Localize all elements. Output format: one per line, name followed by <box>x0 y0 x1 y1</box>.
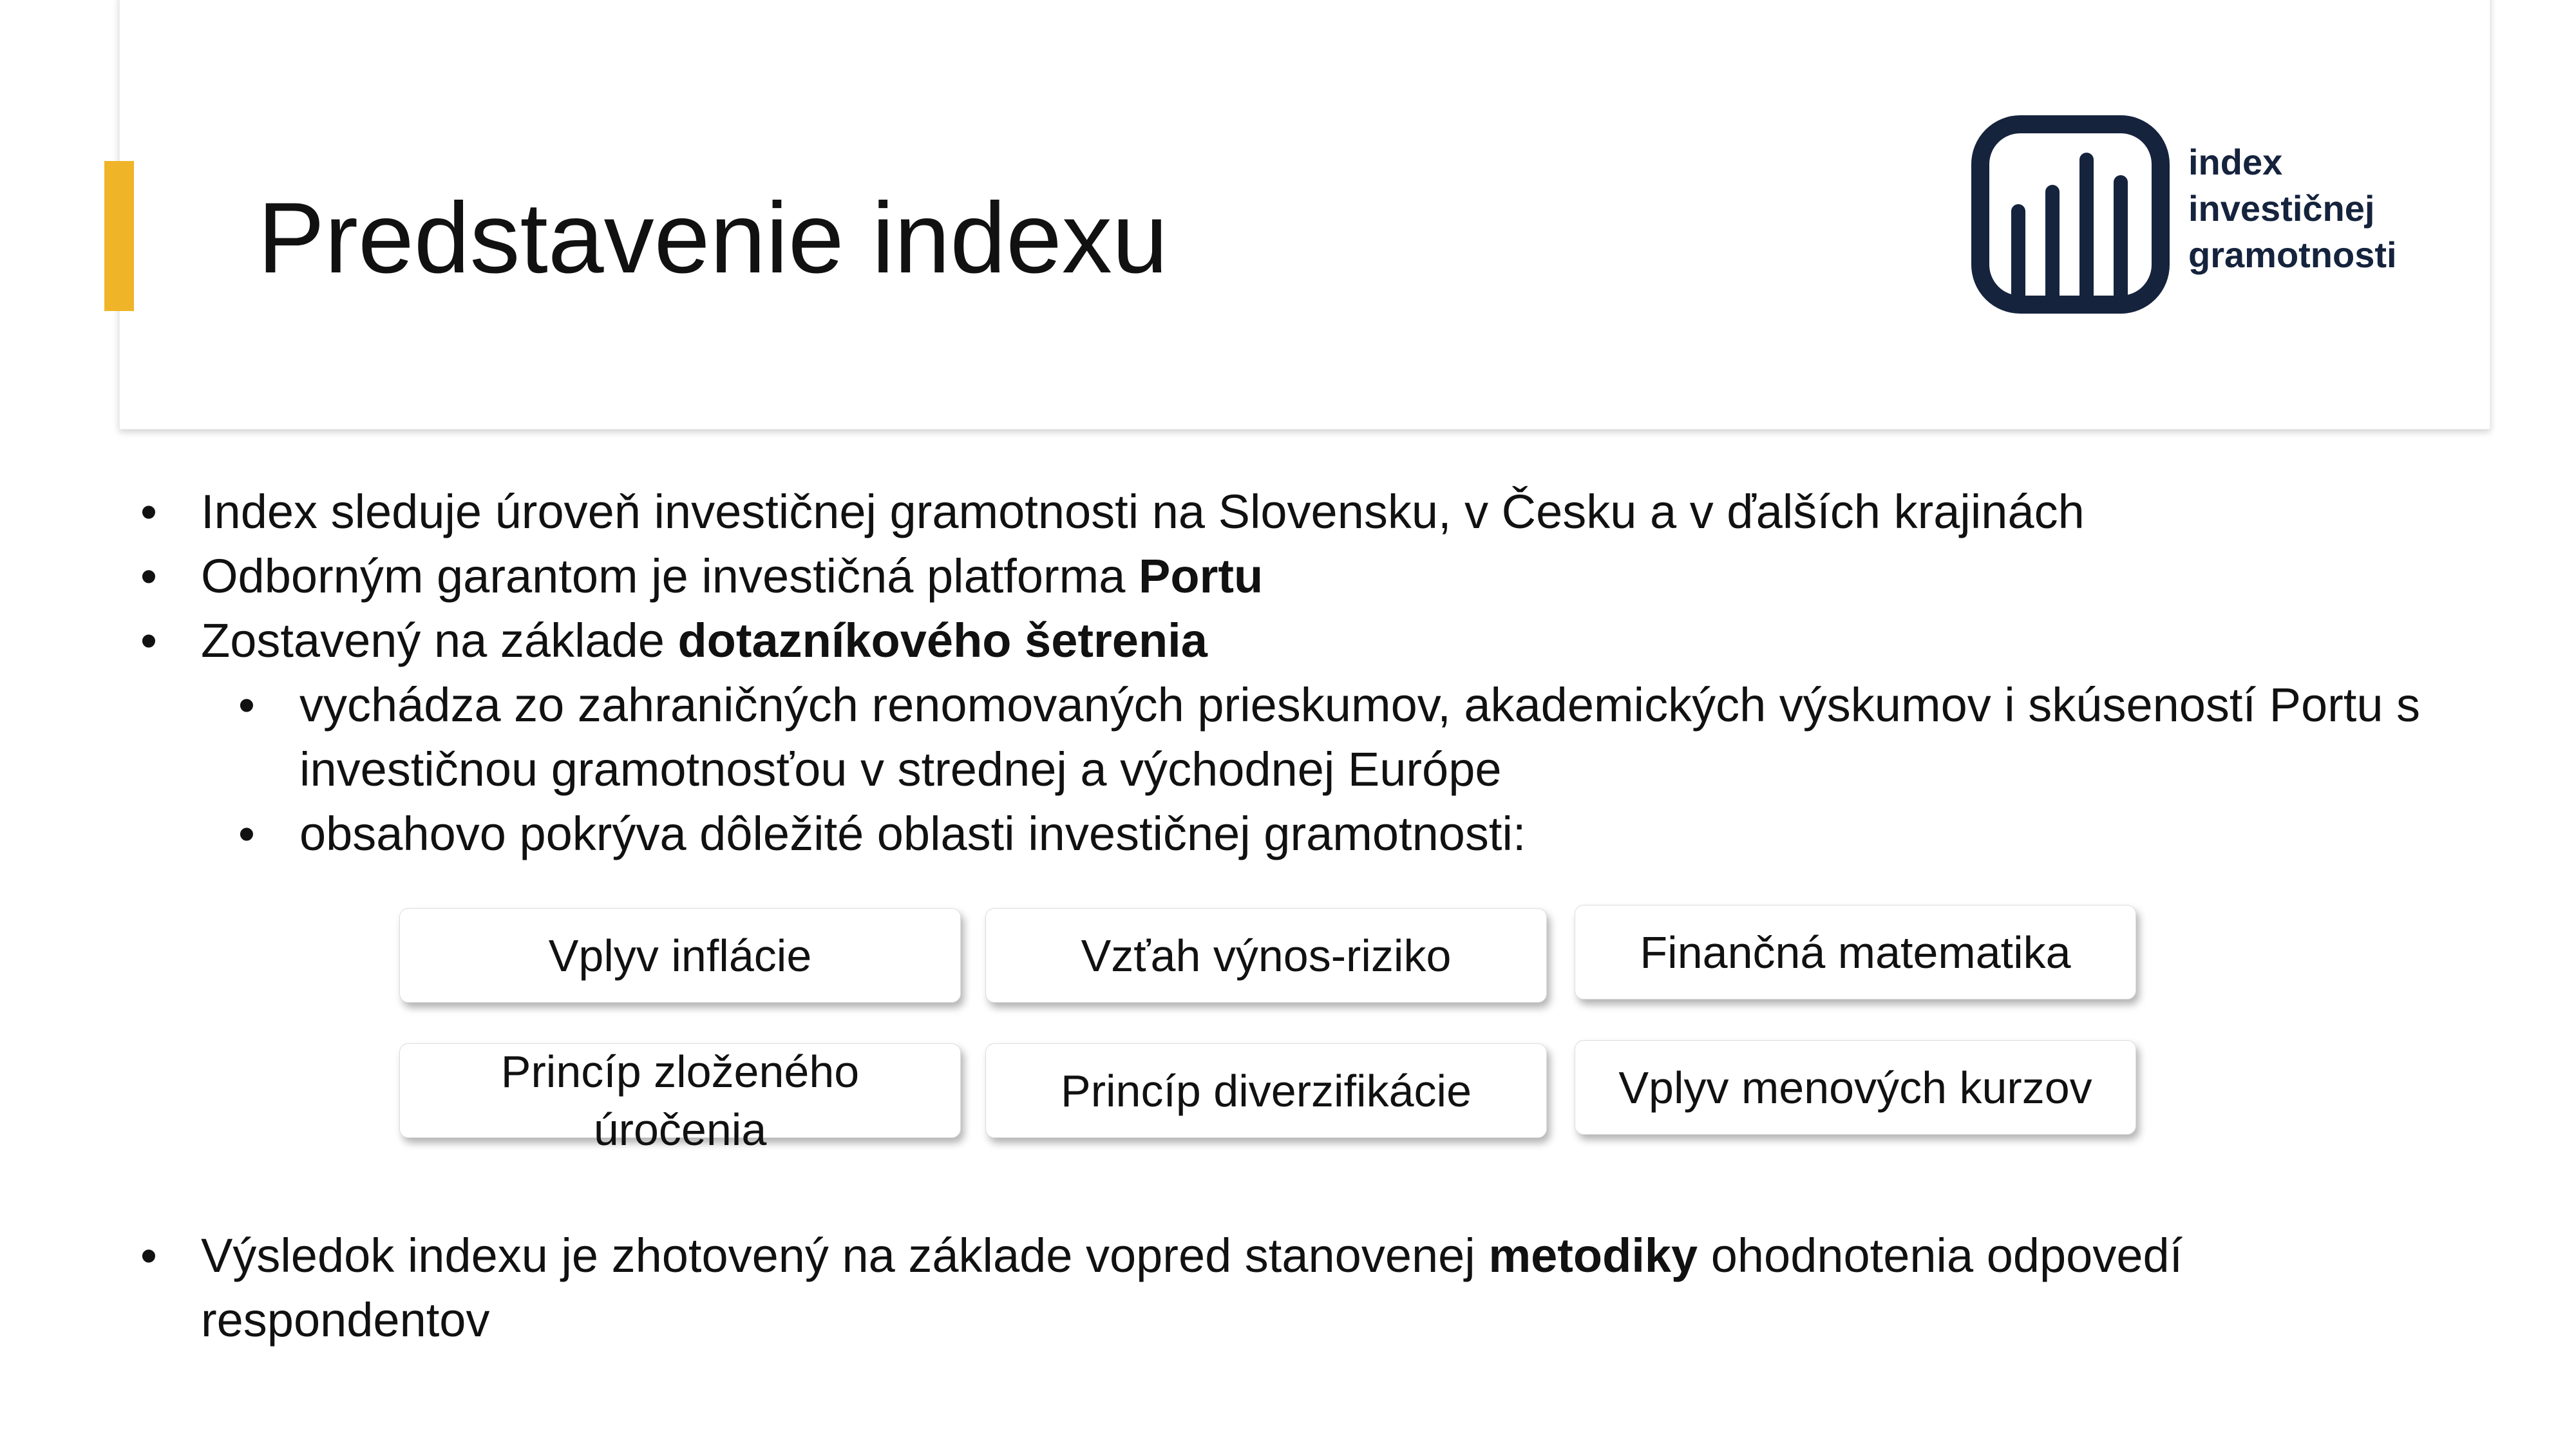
area-box-exchange-rates <box>1575 1040 2136 1135</box>
area-label: Finančná matematika <box>1640 927 2071 978</box>
area-label: Vplyv inflácie <box>548 930 812 981</box>
bullet-bold-text: Portu <box>1139 549 1264 603</box>
bullet-item <box>135 609 2518 673</box>
area-label: Princíp zloženého úročenia <box>500 1046 860 1155</box>
bullet-item <box>135 544 2518 609</box>
area-box-diversification <box>985 1043 1547 1138</box>
bullet-text-line-2: respondentov <box>201 1293 490 1347</box>
sub-bullet-text: obsahovo pokrýva dôležité oblasti investičnej gramotnosti: <box>299 807 1526 860</box>
area-label: Princíp diverzifikácie <box>1061 1065 1472 1116</box>
logo-line-2: investičnej <box>2188 188 2375 229</box>
bullet-text-cont: ohodnotenia odpovedí <box>1698 1229 2183 1282</box>
bullet-text: Index sleduje úroveň investičnej gramotnosti na Slovensku, v Česku a v ďalších krajinách <box>201 485 2085 538</box>
sub-bullet-item <box>135 673 2518 802</box>
bar-chart-logo-icon <box>1971 115 2170 314</box>
area-label: Vplyv menových kurzov <box>1618 1062 2092 1113</box>
sub-bullet-text-line-1: vychádza zo zahraničných renomovaných prieskumov, akademických výskumov i skúseností Portu s <box>299 678 2421 732</box>
logo-line-1: index <box>2188 142 2283 182</box>
bullet-list-bottom <box>135 1224 2389 1352</box>
bullet-item <box>135 480 2518 544</box>
area-box-compound-interest <box>399 1043 961 1155</box>
bullet-bold-text: dotazníkového šetrenia <box>677 614 1208 667</box>
sub-bullet-item <box>135 802 2518 866</box>
logo-wordmark <box>2188 139 2397 278</box>
literacy-areas-grid <box>399 908 2138 1153</box>
bullet-item <box>135 1224 2389 1352</box>
area-box-return-risk <box>985 908 1547 1003</box>
bullet-text: Odborným garantom je investičná platforma <box>201 549 1139 603</box>
logo-line-3: gramotnosti <box>2188 234 2397 275</box>
bullet-text: Zostavený na základe <box>201 614 678 667</box>
bullet-bold-text: metodiky <box>1488 1229 1698 1282</box>
area-box-financial-math <box>1575 905 2136 999</box>
bullet-text: Výsledok indexu je zhotovený na základe vopred stanovenej <box>201 1229 1489 1282</box>
area-label: Vzťah výnos-riziko <box>1081 930 1452 981</box>
accent-bar <box>104 161 134 311</box>
logo <box>1971 115 2434 314</box>
sub-bullet-text-line-2: investičnou gramotnosťou v strednej a východnej Európe <box>299 743 1502 796</box>
slide-title: Predstavenie indexu <box>258 182 1168 294</box>
area-box-inflation <box>399 908 961 1003</box>
bullet-list <box>135 480 2518 866</box>
